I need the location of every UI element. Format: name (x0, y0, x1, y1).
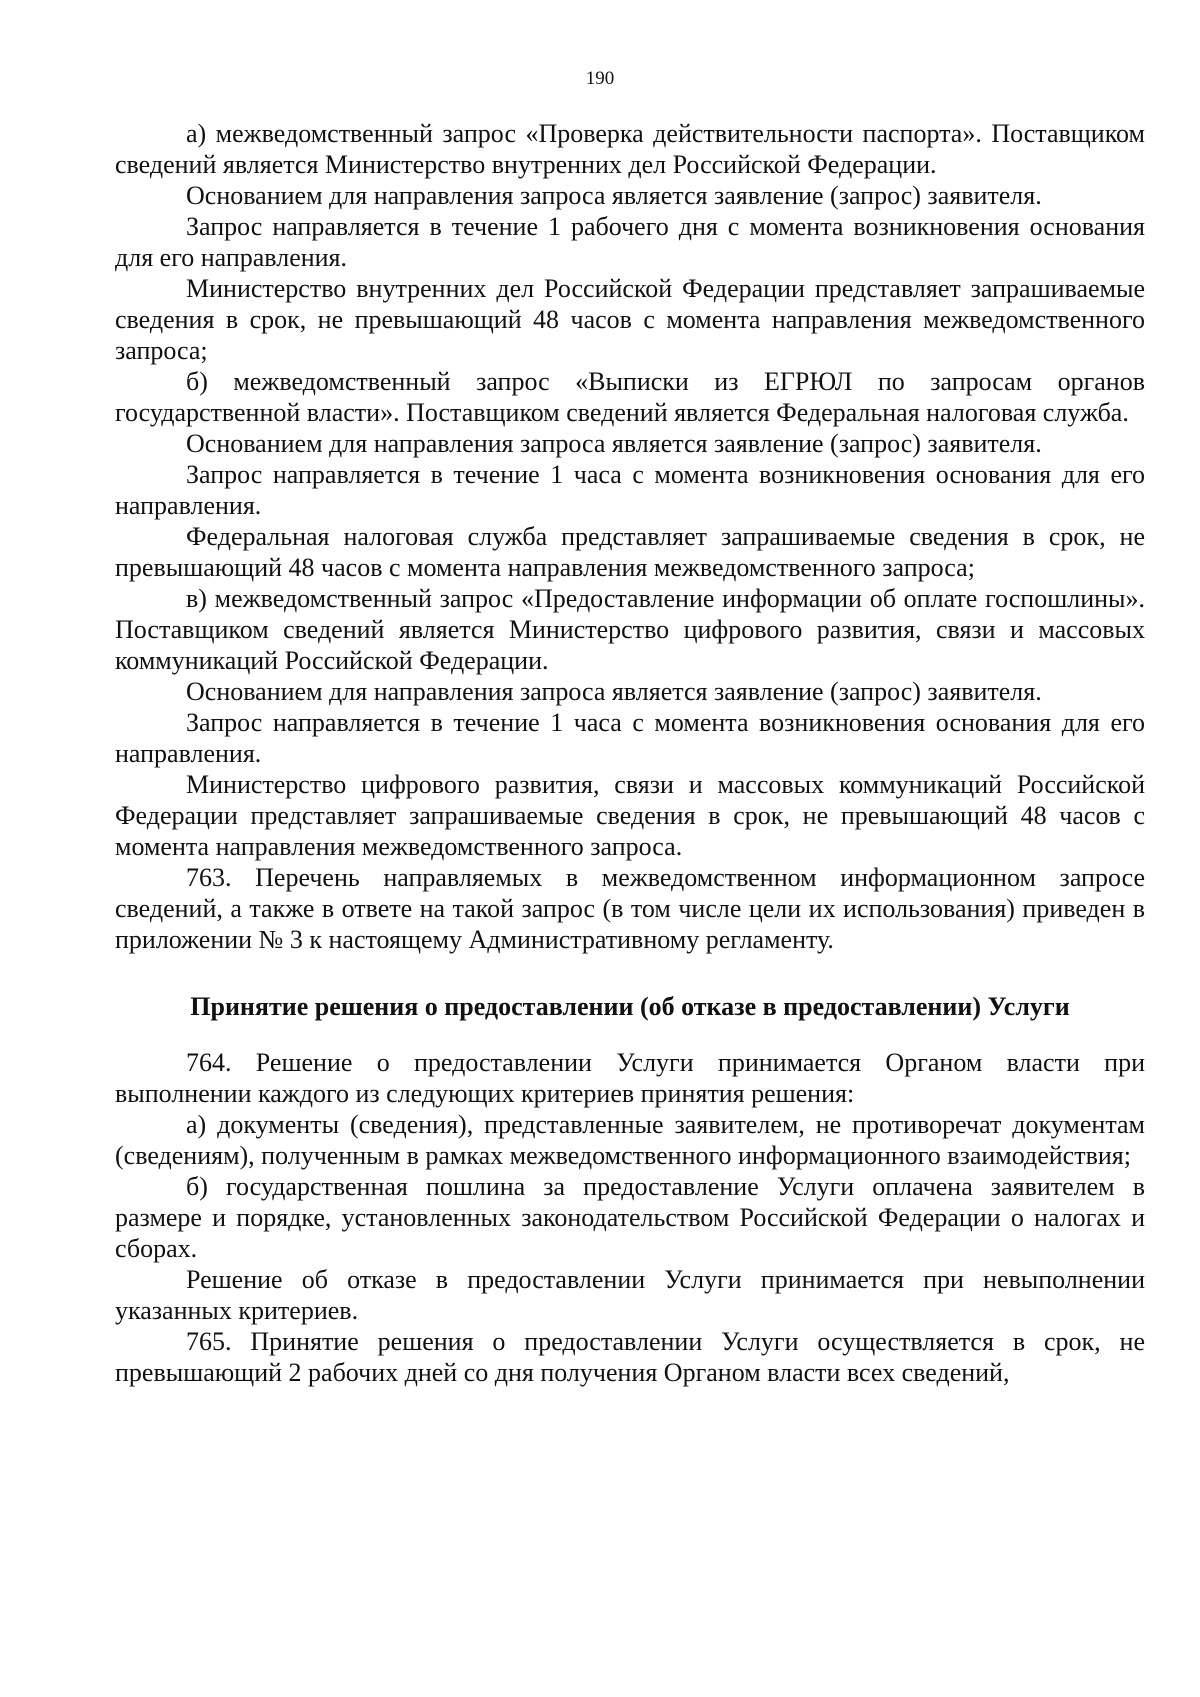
paragraph: в) межведомственный запрос «Предоставление информации об оплате госпошлины». Поставщиком сведений является Министерство цифрового развития, связи и массовых коммуникаций Российской Федерации. (115, 584, 1145, 675)
paragraph: Решение об отказе в предоставлении Услуги принимается при невыполнении указанных критериев. (115, 1265, 1145, 1325)
paragraph: Министерство внутренних дел Российской Федерации представляет запрашиваемые сведения в срок, не превышающий 48 часов с момента направления межведомственного запроса; (115, 274, 1145, 365)
paragraph: б) государственная пошлина за предоставление Услуги оплачена заявителем в размере и порядке, установленных законодательством Российской Федерации о налогах и сборах. (115, 1172, 1145, 1263)
paragraph: Основанием для направления запроса является заявление (запрос) заявителя. (186, 429, 1042, 458)
paragraph: а) документы (сведения), представленные заявителем, не противоречат документам (сведениям), полученным в рамках межведомственного информационного взаимодействия; (115, 1110, 1145, 1170)
section-heading: Принятие решения о предоставлении (об отказе в предоставлении) Услуги (190, 992, 1070, 1021)
paragraph: а) межведомственный запрос «Проверка действительности паспорта». Поставщиком сведений является Министерство внутренних дел Российской Федерации. (115, 119, 1145, 179)
paragraph: Запрос направляется в течение 1 рабочего дня с момента возникновения основания для его направления. (115, 212, 1145, 272)
paragraph: Федеральная налоговая служба представляет запрашиваемые сведения в срок, не превышающий 48 часов с момента направления межведомственного запроса; (115, 522, 1145, 582)
paragraph: 763. Перечень направляемых в межведомственном информационном запросе сведений, а также в ответе на такой запрос (в том числе цели их использования) приведен в приложении № 3 к настоящему Административному регламенту. (115, 863, 1145, 954)
paragraph: 764. Решение о предоставлении Услуги принимается Органом власти при выполнении каждого из следующих критериев принятия решения: (115, 1048, 1145, 1108)
paragraph: 765. Принятие решения о предоставлении Услуги осуществляется в срок, не превышающий 2 рабочих дней со дня получения Органом власти всех сведений, (115, 1327, 1145, 1387)
paragraph: б) межведомственный запрос «Выписки из ЕГРЮЛ по запросам органов государственной власти». Поставщиком сведений является Федеральная налоговая служба. (115, 367, 1145, 427)
paragraph: Запрос направляется в течение 1 часа с момента возникновения основания для его направления. (115, 708, 1145, 768)
document-body (115, 118, 1145, 1388)
paragraph: Основанием для направления запроса является заявление (запрос) заявителя. (186, 677, 1042, 706)
paragraph: Запрос направляется в течение 1 часа с момента возникновения основания для его направления. (115, 460, 1145, 520)
page-number: 190 (585, 68, 615, 89)
paragraph: Министерство цифрового развития, связи и массовых коммуникаций Российской Федерации представляет запрашиваемые сведения в срок, не превышающий 48 часов с момента направления межведомственного запроса. (115, 770, 1145, 861)
paragraph: Основанием для направления запроса является заявление (запрос) заявителя. (186, 181, 1042, 210)
